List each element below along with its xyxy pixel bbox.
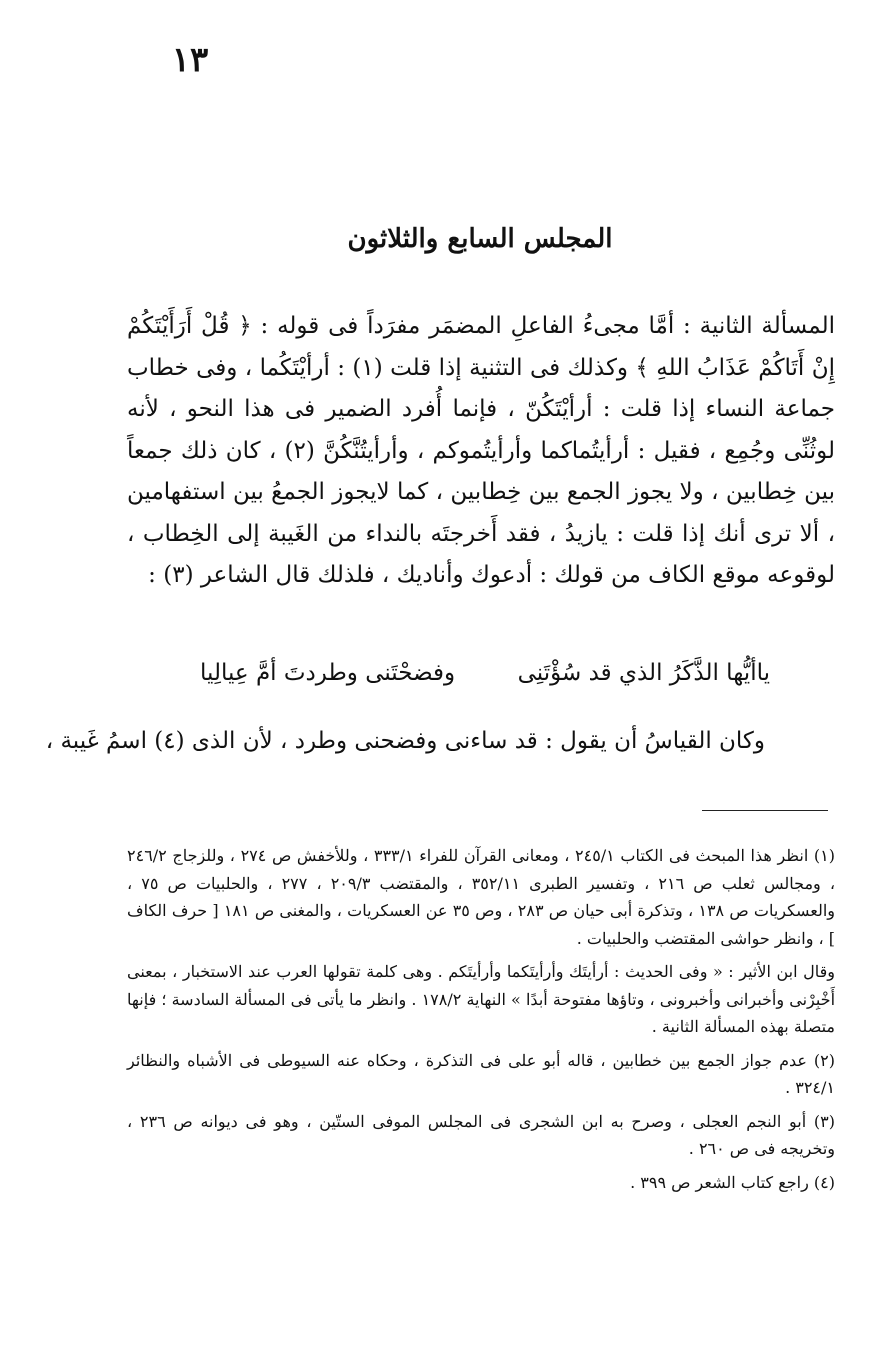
chapter-title: المجلس السابع والثلاثون bbox=[347, 224, 613, 254]
footnote-3: (٣) أبو النجم العجلى ، وصرح به ابن الشجرى فى المجلس الموفى الستّين ، وهو فى ديوانه ص ٢٣٦ ، وتخريجه فى ص ٢٦٠ . bbox=[127, 1111, 836, 1158]
after-verse-line: وكان القياسُ أن يقول : قد ساءنى وفضحنى وطرد ، لأن الذى (٤) اسمُ غَيبة ، bbox=[45, 728, 765, 754]
footnote-4: (٤) راجع كتاب الشعر ص ٣٩٩ . bbox=[630, 1172, 835, 1192]
verse-first-hemistich: ياأيُّها الذَّكَرُ الذي قد سُؤْتَنِى bbox=[517, 660, 770, 686]
verse-second-hemistich: وفضحْتَنى وطردتَ أمَّ عِيالِيا bbox=[200, 660, 456, 686]
footnote-separator bbox=[702, 810, 828, 811]
body-paragraph: المسألة الثانية : أمَّا مجىءُ الفاعلِ المضمَر مفرَداً فى قوله : ﴿ قُلْ أَرَأَيْتَكُمْ إِنْ أَتَاكُمْ عَذَابُ اللهِ ﴾ وكذلك فى التثنية إذا قلت (١) : أرأيْتَكُما ، وفى خطاب جماعة النساء إذا قلت : أرأيْتَكُنّ ، فإنما أُفرد الضمير فى هذا النحو ، لأنه لوثُنِّى وجُمِع ، فقيل : أرأيتُماكما وأرأيتُموكم ، وأرأيتُنَّكُنَّ (٢) ، كان ذلك جمعاً بين خِطابين ، ولا يجوز الجمع بين خِطابين ، كما لايجوز الجمعُ بين استفهامين ، ألا ترى أنك إذا قلت : يازيدُ ، فقد أَخرجتَه بالنداء من الغَيبة إلى الخِطاب ، لوقوعه موقع الكاف من قولك : أدعوك وأناديك ، فلذلك قال الشاعر (٣) : bbox=[127, 313, 836, 588]
footnotes bbox=[127, 842, 835, 1200]
footnote-2: (٢) عدم جواز الجمع بين خطابين ، قاله أبو على فى التذكرة ، وحكاه عنه السيوطى فى الأشباه والنظائر ٣٢٤/١ . bbox=[127, 1050, 835, 1097]
page-number: ١٣ bbox=[171, 40, 209, 80]
poetry-verse bbox=[200, 660, 770, 686]
footnote-1-continuation: وقال ابن الأثير : « وفى الحديث : أرأيتَك وأرأيتَكما وأرأيتَكم . وهى كلمة تقولها العرب عند الاستخبار ، بمعنى أَخْبِرْنى وأخبرانى وأخبرونى ، وتاؤها مفتوحة أبدًا » النهاية ١٧٨/٢ . وانظر ما يأتى فى المسألة السادسة ؛ فإنها متصلة بهذه المسألة الثانية . bbox=[127, 962, 836, 1036]
footnote-1: (١) انظر هذا المبحث فى الكتاب ٢٤٥/١ ، ومعانى القرآن للفراء ٣٣٣/١ ، وللأخفش ص ٢٧٤ ، وللزجاج ٢٤٦/٢ ، ومجالس ثعلب ص ٢١٦ ، وتفسير الطبرى ٣٥٢/١١ ، والمقتضب ٢٠٩/٣ ، ٢٧٧ ، والحلبيات ص ٧٥ ، والعسكريات ص ١٣٨ ، وتذكرة أبى حيان ص ٢٨٣ ، وص ٣٥ عن العسكريات ، والمغنى ص ١٨١ [ حرف الكاف ] ، وانظر حواشى المقتضب والحلبيات . bbox=[127, 846, 836, 948]
